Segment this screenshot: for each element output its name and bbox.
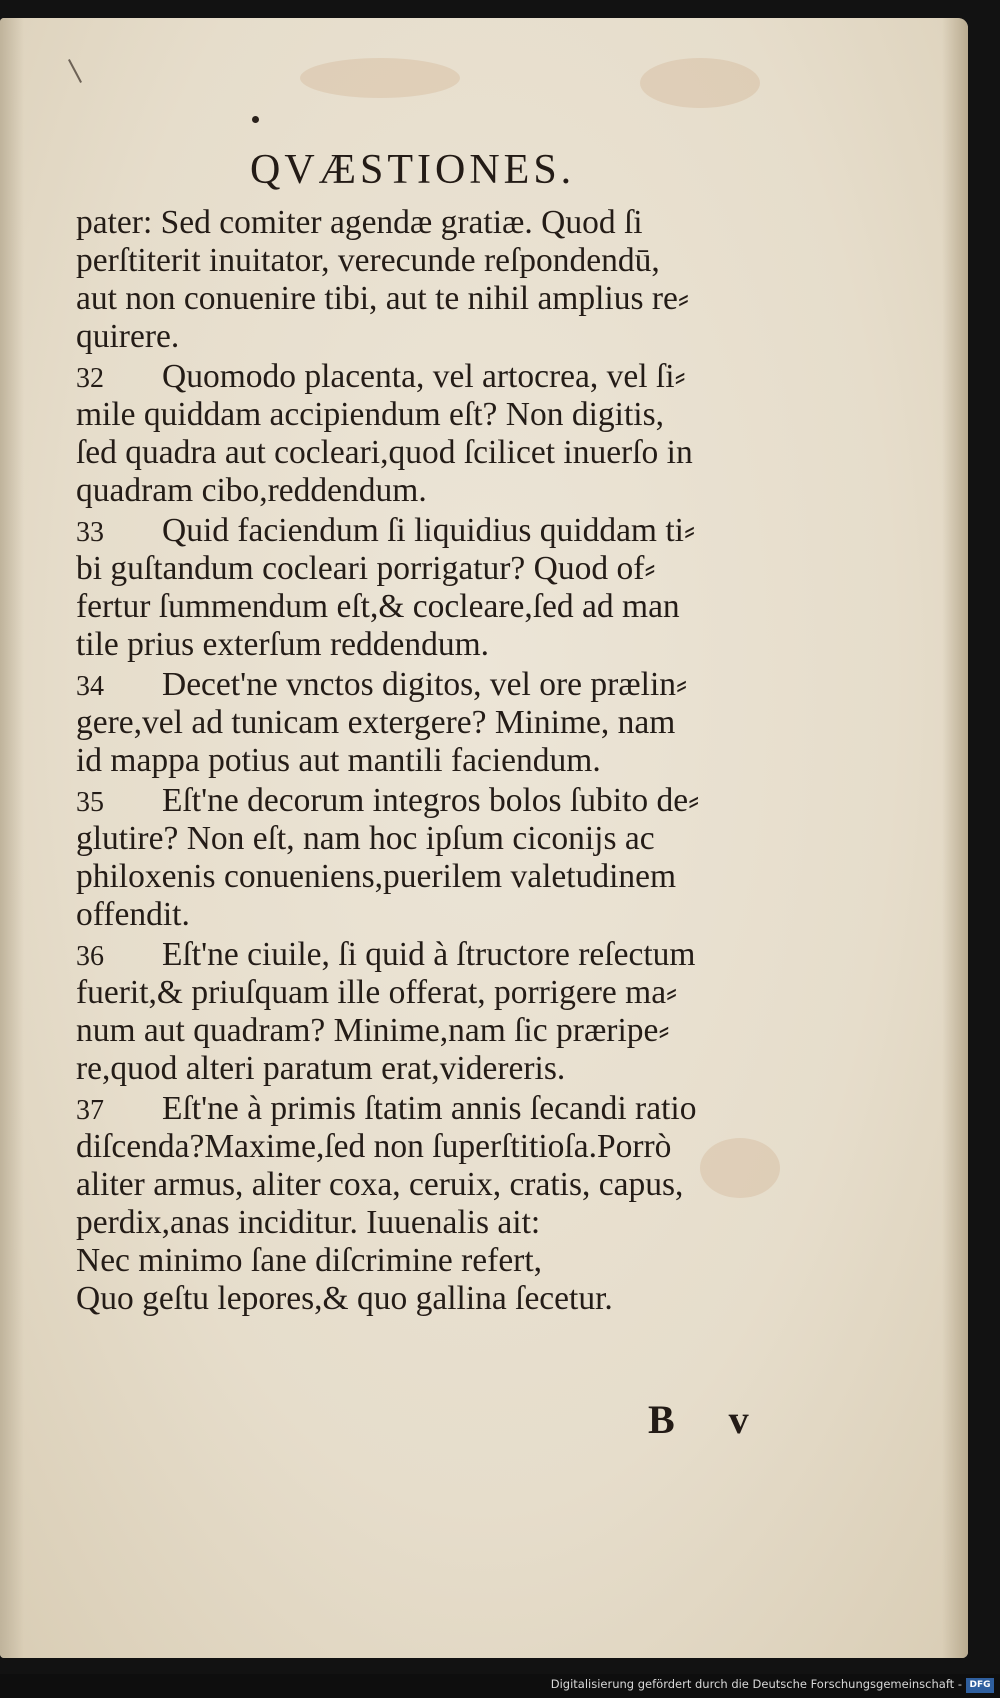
text-line bbox=[76, 242, 866, 280]
question-number: 32 bbox=[76, 363, 104, 394]
text-line bbox=[76, 1280, 866, 1318]
line-text: mile quiddam accipiendum eſt? Non digitis, bbox=[76, 396, 664, 433]
line-text: quadram cibo,reddendum. bbox=[76, 472, 427, 509]
question-number: 37 bbox=[76, 1095, 104, 1126]
line-text: Quo geſtu lepores,& quo gallina ſecetur. bbox=[76, 1280, 613, 1317]
line-text: id mappa potius aut mantili faciendum. bbox=[76, 742, 601, 779]
text-line bbox=[76, 472, 866, 510]
line-text: fuerit,& priuſquam ille offerat, porrigere ma⸗ bbox=[76, 974, 678, 1011]
line-text: Eſt'ne decorum integros bolos ſubito de⸗ bbox=[162, 782, 700, 819]
running-title: QVÆSTIONES. bbox=[250, 147, 576, 193]
paper-stain bbox=[640, 58, 760, 108]
line-text: perſtiterit inuitator, verecunde reſpondendū, bbox=[76, 242, 660, 279]
line-text: Decet'ne vnctos digitos, vel ore prælin⸗ bbox=[162, 666, 688, 703]
line-text: diſcenda?Maxime,ſed non ſuperſtitioſa.Porrò bbox=[76, 1128, 672, 1165]
text-line bbox=[76, 512, 866, 550]
line-text: Eſt'ne ciuile, ſi quid à ſtructore reſectum bbox=[162, 936, 696, 973]
paper-stain bbox=[300, 58, 460, 98]
text-line bbox=[76, 896, 866, 934]
body-text bbox=[76, 204, 866, 1318]
line-text: num aut quadram? Minime,nam ſic præripe⸗ bbox=[76, 1012, 670, 1049]
question-number: 34 bbox=[76, 671, 104, 702]
text-line bbox=[76, 1050, 866, 1088]
text-line bbox=[76, 666, 866, 704]
line-text: aut non conuenire tibi, aut te nihil amplius re⸗ bbox=[76, 280, 690, 317]
line-text: tile prius exterſum reddendum. bbox=[76, 626, 490, 663]
text-line bbox=[76, 204, 866, 242]
line-text: fertur ſummendum eſt,& cocleare,ſed ad man bbox=[76, 588, 680, 625]
text-line bbox=[76, 782, 866, 820]
text-line bbox=[76, 1166, 866, 1204]
question-number: 36 bbox=[76, 941, 104, 972]
line-text: philoxenis conueniens,puerilem valetudinem bbox=[76, 858, 677, 895]
text-line bbox=[76, 1242, 866, 1280]
text-line bbox=[76, 742, 866, 780]
line-text: Quid faciendum ſi liquidius quiddam ti⸗ bbox=[162, 512, 696, 549]
dfg-logo: DFG bbox=[966, 1678, 994, 1693]
text-line bbox=[76, 1204, 866, 1242]
text-line bbox=[76, 1090, 866, 1128]
line-text: offendit. bbox=[76, 896, 190, 933]
line-text: quirere. bbox=[76, 318, 180, 355]
line-text: pater: Sed comiter agendæ gratiæ. Quod ſi bbox=[76, 204, 643, 241]
ink-mark bbox=[68, 59, 82, 83]
text-line bbox=[76, 936, 866, 974]
text-line bbox=[76, 280, 866, 318]
text-line bbox=[76, 550, 866, 588]
text-line bbox=[76, 358, 866, 396]
page-edge-shadow bbox=[942, 18, 968, 1658]
line-text: perdix,anas inciditur. Iuuenalis ait: bbox=[76, 1204, 541, 1241]
line-text: Eſt'ne à primis ſtatim annis ſecandi ratio bbox=[162, 1090, 697, 1127]
page-spine-shadow bbox=[0, 18, 24, 1658]
line-text: Quomodo placenta, vel artocrea, vel ſi⸗ bbox=[162, 358, 686, 395]
line-text: aliter armus, aliter coxa, ceruix, cratis, capus, bbox=[76, 1166, 684, 1203]
line-text: bi guſtandum cocleari porrigatur? Quod of⸗ bbox=[76, 550, 656, 587]
text-line bbox=[76, 858, 866, 896]
text-line bbox=[76, 318, 866, 356]
text-line bbox=[76, 1128, 866, 1166]
line-text: Nec minimo ſane diſcrimine refert, bbox=[76, 1242, 543, 1279]
question-number: 35 bbox=[76, 787, 104, 818]
line-text: gere,vel ad tunicam extergere? Minime, nam bbox=[76, 704, 676, 741]
question-number: 33 bbox=[76, 517, 104, 548]
text-line bbox=[76, 396, 866, 434]
text-line bbox=[76, 820, 866, 858]
footer-bar bbox=[0, 1674, 1000, 1698]
line-text: glutire? Non eſt, nam hoc ipſum ciconijs ac bbox=[76, 820, 655, 857]
text-line bbox=[76, 626, 866, 664]
text-line bbox=[76, 588, 866, 626]
footer-credit: Digitalisierung gefördert durch die Deutsche Forschungsgemeinschaft - bbox=[550, 1677, 962, 1691]
text-line bbox=[76, 1012, 866, 1050]
text-line bbox=[76, 974, 866, 1012]
ink-dot bbox=[252, 116, 259, 123]
text-line bbox=[76, 434, 866, 472]
text-line bbox=[76, 704, 866, 742]
signature-mark: B v bbox=[648, 1397, 771, 1442]
book-page bbox=[0, 18, 968, 1658]
line-text: ſed quadra aut cocleari,quod ſcilicet inuerſo in bbox=[76, 434, 693, 471]
line-text: re,quod alteri paratum erat,videreris. bbox=[76, 1050, 566, 1087]
